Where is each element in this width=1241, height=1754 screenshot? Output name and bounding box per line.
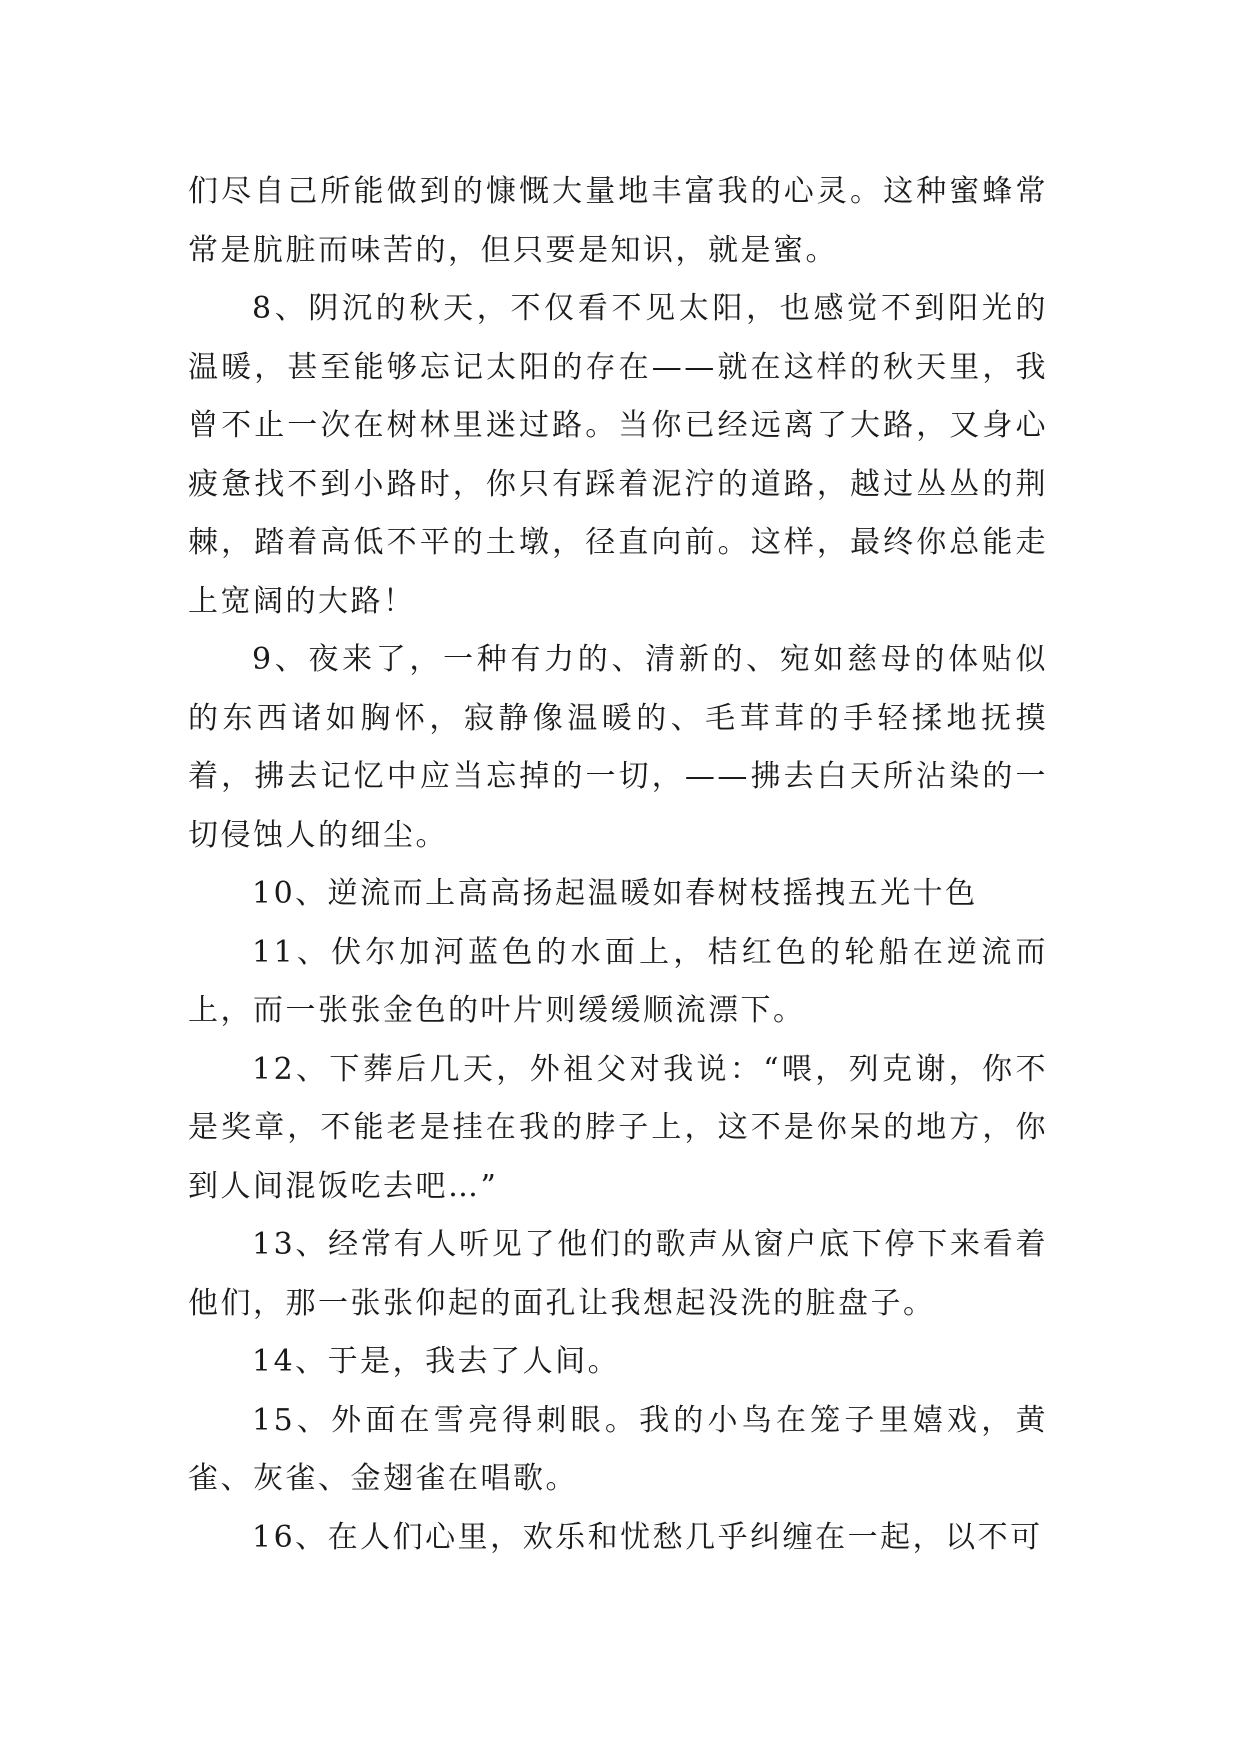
paragraph-item-11: 11、伏尔加河蓝色的水面上，桔红色的轮船在逆流而上，而一张张金色的叶片则缓缓顺流漂下。 [188, 934, 1048, 1028]
paragraph-item-12: 12、下葬后几天，外祖父对我说：“喂，列克谢，你不是奖章，不能老是挂在我的脖子上，这不是你呆的地方，你到人间混饭吃去吧…” [188, 1051, 1048, 1204]
paragraph-item-10: 10、逆流而上高高扬起温暖如春树枝摇拽五光十色 [252, 876, 978, 911]
paragraph-item-16: 16、在人们心里，欢乐和忧愁几乎纠缠在一起，以不可 [252, 1519, 1043, 1555]
paragraph-item-14: 14、于是，我去了人间。 [252, 1344, 621, 1379]
paragraph-continued: 们尽自己所能做到的慷慨大量地丰富我的心灵。这种蜜蜂常常是肮脏而味苦的，但只要是知识，就是蜜。 [188, 174, 1048, 268]
paragraph-item-9: 9、夜来了，一种有力的、清新的、宛如慈母的体贴似的东西诸如胸怀，寂静像温暖的、毛茸茸的手轻揉地抚摸着，拂去记忆中应当忘掉的一切，——拂去白天所沾染的一切侵蚀人的细尘。 [188, 642, 1048, 853]
paragraph-item-13: 13、经常有人听见了他们的歌声从窗户底下停下来看着他们，那一张张仰起的面孔让我想起没洗的脏盘子。 [188, 1227, 1048, 1321]
document-page [188, 163, 1048, 1567]
paragraph-item-8: 8、阴沉的秋天，不仅看不见太阳，也感觉不到阳光的温暖，甚至能够忘记太阳的存在——就在这样的秋天里，我曾不止一次在树林里迷过路。当你已经远离了大路，又身心疲惫找不到小路时，你只有踩着泥泞的道路，越过丛丛的荆棘，踏着高低不平的土墩，径直向前。这样，最终你总能走上宽阔的大路！ [188, 291, 1048, 619]
paragraph-item-15: 15、外面在雪亮得刺眼。我的小鸟在笼子里嬉戏，黄雀、灰雀、金翅雀在唱歌。 [188, 1402, 1048, 1496]
